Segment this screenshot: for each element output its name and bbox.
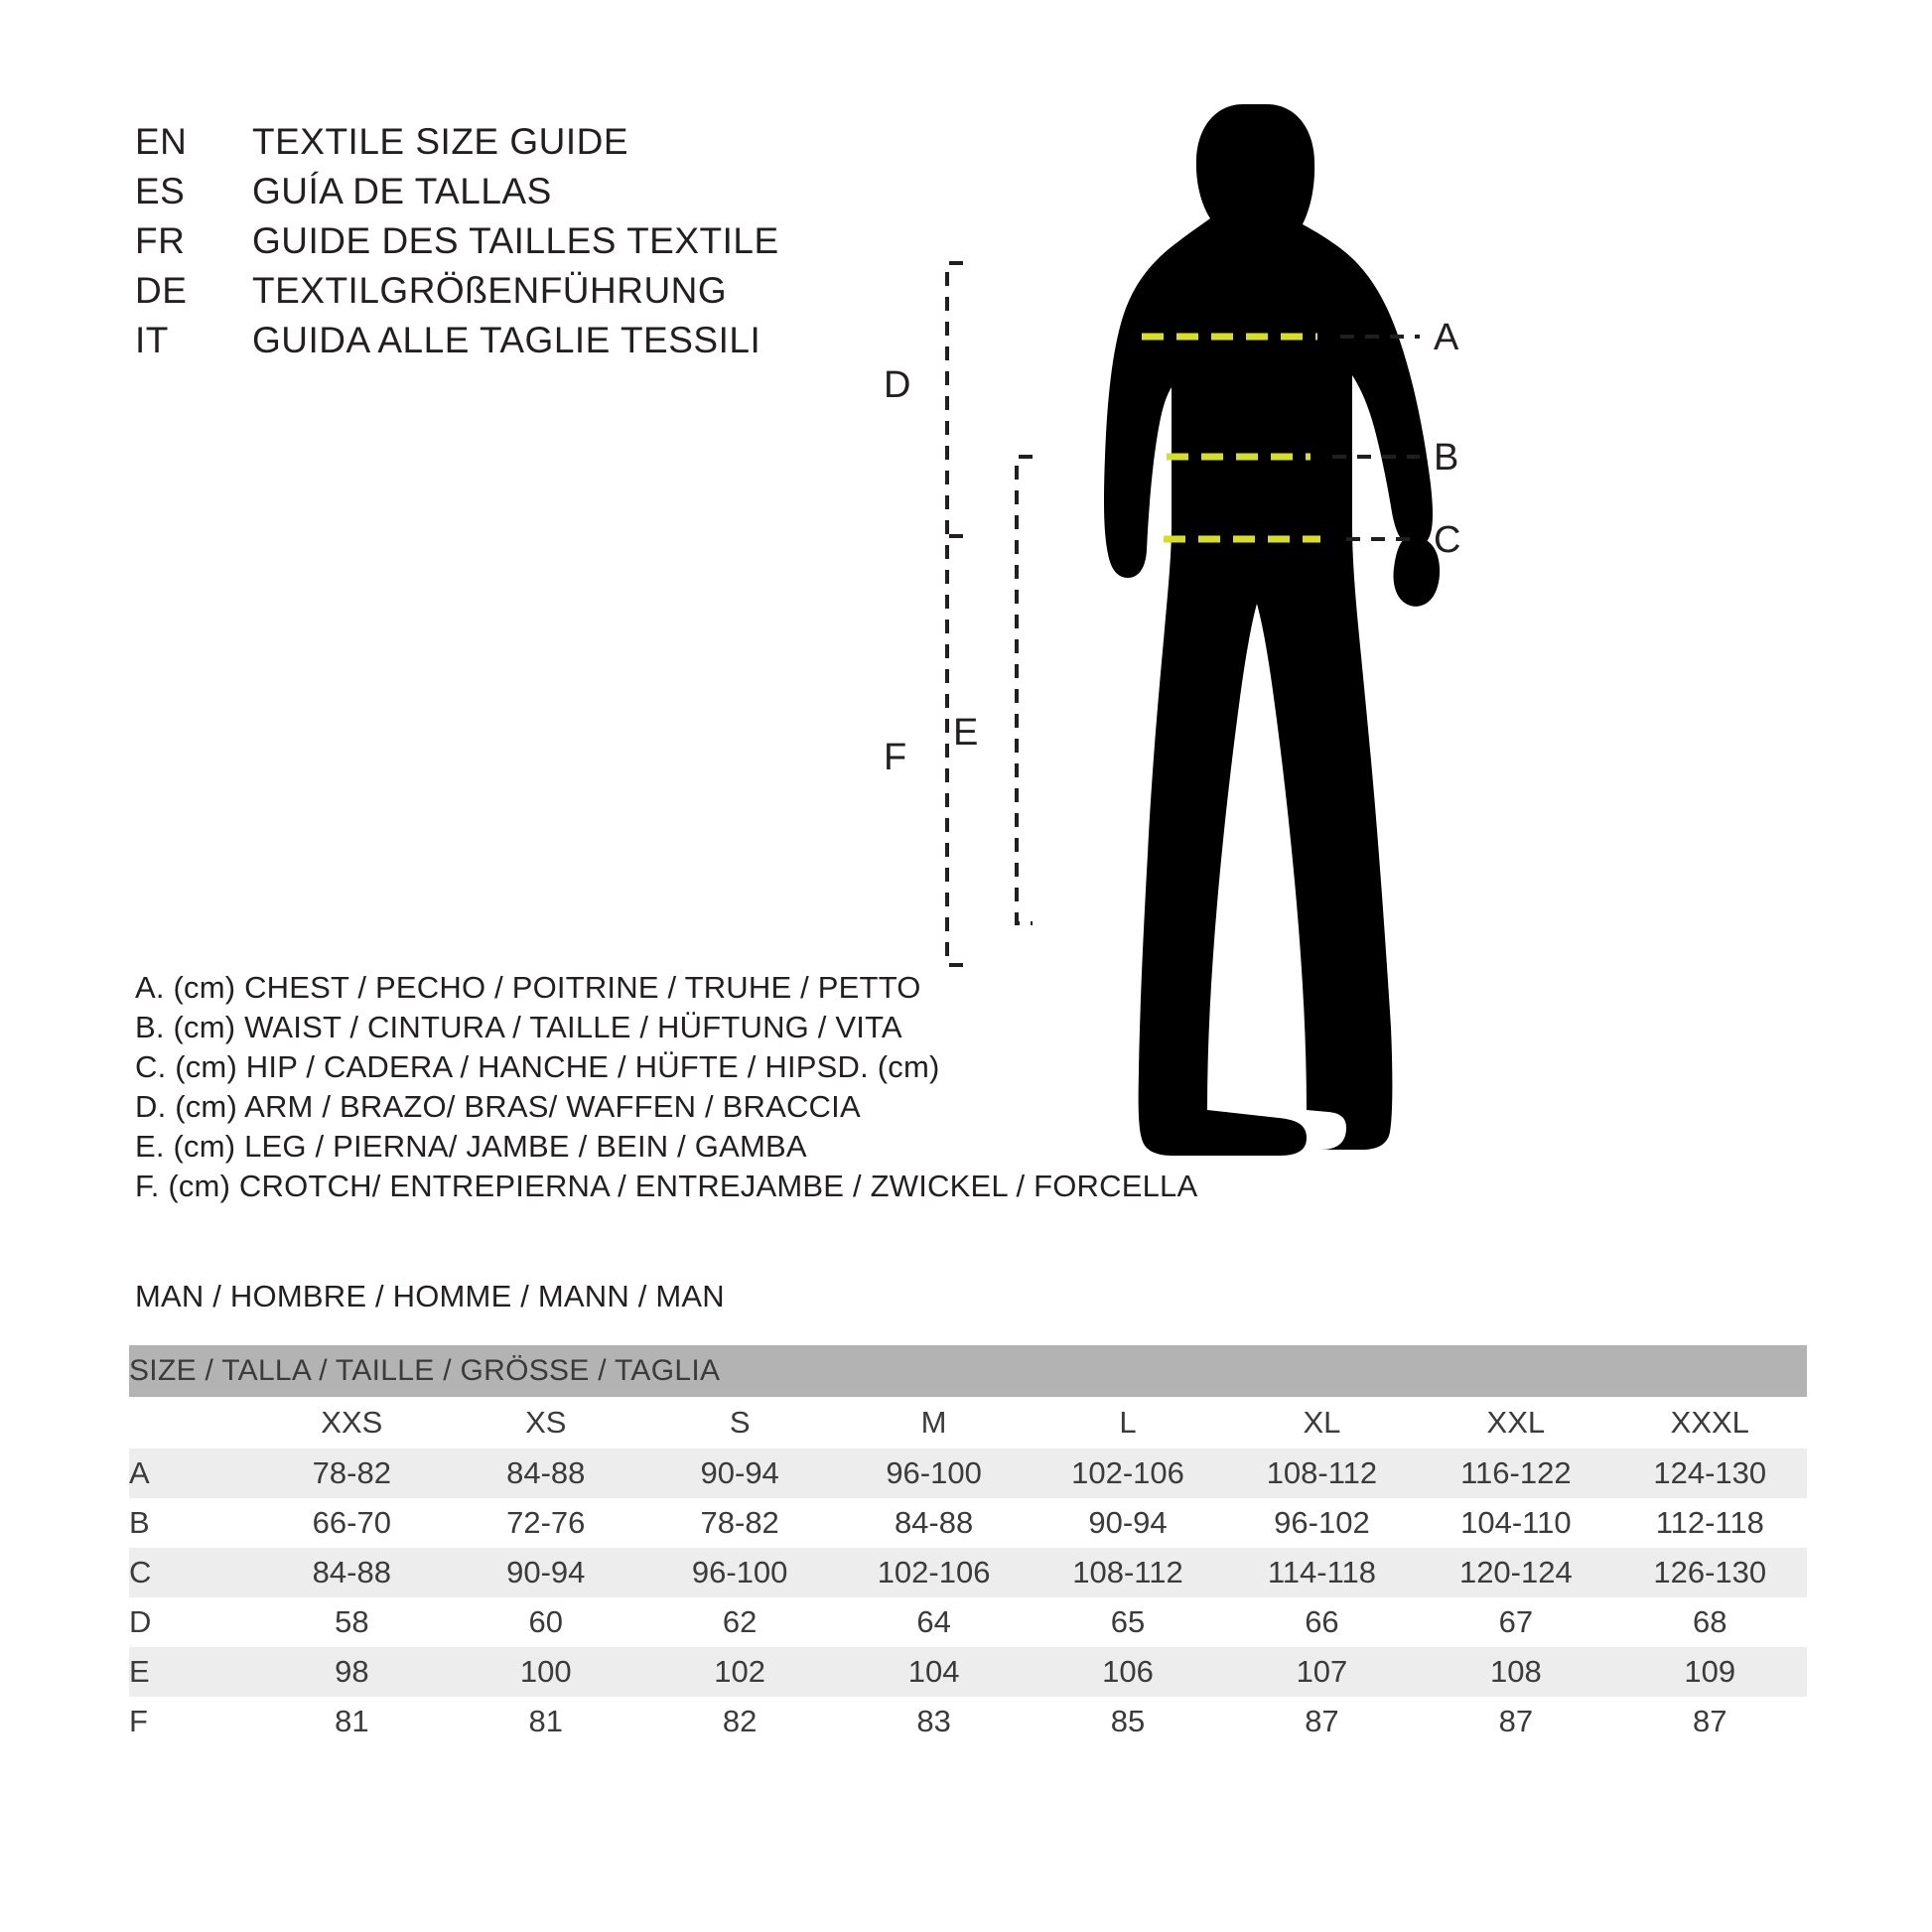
cell-b-m: 84-88 <box>837 1498 1031 1548</box>
table-row <box>129 1548 1807 1597</box>
row-key-b: B <box>129 1498 255 1548</box>
cell-c-l: 108-112 <box>1031 1548 1224 1597</box>
cell-c-xxxl: 126-130 <box>1613 1548 1807 1597</box>
cell-c-xxs: 84-88 <box>255 1548 449 1597</box>
cell-e-xl: 107 <box>1225 1647 1419 1697</box>
cell-d-s: 62 <box>642 1597 836 1647</box>
cell-b-xxxl: 112-118 <box>1613 1498 1807 1548</box>
cell-f-xxs: 81 <box>255 1697 449 1746</box>
title-text-en: TEXTILE SIZE GUIDE <box>252 121 629 162</box>
legend-item-f: F. (cm) CROTCH/ ENTREPIERNA / ENTREJAMBE / ZWICKEL / FORCELLA <box>135 1169 1198 1203</box>
table-header-label: SIZE / TALLA / TAILLE / GRÖSSE / TAGLIA <box>129 1345 1807 1397</box>
cell-f-xl: 87 <box>1225 1697 1419 1746</box>
size-col-m: M <box>837 1397 1031 1449</box>
cell-a-l: 102-106 <box>1031 1449 1224 1498</box>
cell-d-xxs: 58 <box>255 1597 449 1647</box>
cell-b-xs: 72-76 <box>449 1498 642 1548</box>
title-lang-fr: FR <box>135 220 186 261</box>
cell-d-l: 65 <box>1031 1597 1224 1647</box>
cell-f-xxl: 87 <box>1419 1697 1612 1746</box>
table-header-row <box>129 1345 1807 1397</box>
callout-label-b: B <box>1434 437 1459 479</box>
size-col-l: L <box>1031 1397 1224 1449</box>
title-row <box>135 266 779 316</box>
cell-f-m: 83 <box>837 1697 1031 1746</box>
row-key-d: D <box>129 1597 255 1647</box>
callout-label-a: A <box>1434 317 1459 358</box>
table-sizes-row <box>129 1397 1807 1449</box>
cell-d-xs: 60 <box>449 1597 642 1647</box>
size-table <box>129 1345 1807 1746</box>
cell-c-s: 96-100 <box>642 1548 836 1597</box>
title-row <box>135 117 779 167</box>
cell-b-l: 90-94 <box>1031 1498 1224 1548</box>
table-row <box>129 1449 1807 1498</box>
cell-a-xxl: 116-122 <box>1419 1449 1612 1498</box>
cell-a-s: 90-94 <box>642 1449 836 1498</box>
cell-d-m: 64 <box>837 1597 1031 1647</box>
table-row <box>129 1647 1807 1697</box>
size-col-xs: XS <box>449 1397 642 1449</box>
cell-d-xxxl: 68 <box>1613 1597 1807 1647</box>
size-col-xxs: XXS <box>255 1397 449 1449</box>
title-row <box>135 316 779 365</box>
man-silhouette-icon <box>1104 104 1440 1156</box>
cell-a-xl: 108-112 <box>1225 1449 1419 1498</box>
cell-a-xxs: 78-82 <box>255 1449 449 1498</box>
sizes-row-key <box>129 1397 255 1449</box>
cell-b-xl: 96-102 <box>1225 1498 1419 1548</box>
title-row <box>135 167 779 216</box>
bracket-e <box>1017 457 1033 923</box>
bracket-d <box>947 263 963 536</box>
title-text-it: GUIDA ALLE TAGLIE TESSILI <box>252 320 761 360</box>
cell-a-xxxl: 124-130 <box>1613 1449 1807 1498</box>
table-row <box>129 1697 1807 1746</box>
cell-e-s: 102 <box>642 1647 836 1697</box>
cell-b-xxs: 66-70 <box>255 1498 449 1548</box>
size-col-xxl: XXL <box>1419 1397 1612 1449</box>
title-text-fr: GUIDE DES TAILLES TEXTILE <box>252 220 779 261</box>
cell-a-xs: 84-88 <box>449 1449 642 1498</box>
cell-b-xxl: 104-110 <box>1419 1498 1612 1548</box>
cell-c-xxl: 120-124 <box>1419 1548 1612 1597</box>
title-lang-de: DE <box>135 270 188 311</box>
row-key-e: E <box>129 1647 255 1697</box>
cell-f-l: 85 <box>1031 1697 1224 1746</box>
bracket-label-f: F <box>884 737 907 778</box>
cell-e-m: 104 <box>837 1647 1031 1697</box>
cell-e-xxl: 108 <box>1419 1647 1612 1697</box>
legend-item-a: A. (cm) CHEST / PECHO / POITRINE / TRUHE / PETTO <box>135 970 921 1005</box>
cell-e-xs: 100 <box>449 1647 642 1697</box>
bracket-label-e: E <box>953 712 979 754</box>
cell-b-s: 78-82 <box>642 1498 836 1548</box>
cell-a-m: 96-100 <box>837 1449 1031 1498</box>
cell-e-xxxl: 109 <box>1613 1647 1807 1697</box>
legend-item-c: C. (cm) HIP / CADERA / HANCHE / HÜFTE / HIPSD. (cm) <box>135 1049 940 1084</box>
cell-e-xxs: 98 <box>255 1647 449 1697</box>
title-row <box>135 216 779 266</box>
row-key-f: F <box>129 1697 255 1746</box>
cell-c-xl: 114-118 <box>1225 1548 1419 1597</box>
cell-d-xl: 66 <box>1225 1597 1419 1647</box>
size-col-s: S <box>642 1397 836 1449</box>
cell-d-xxl: 67 <box>1419 1597 1612 1647</box>
gender-label: MAN / HOMBRE / HOMME / MANN / MAN <box>135 1279 725 1313</box>
title-lang-en: EN <box>135 121 188 162</box>
legend-item-b: B. (cm) WAIST / CINTURA / TAILLE / HÜFTUNG / VITA <box>135 1010 902 1044</box>
cell-f-s: 82 <box>642 1697 836 1746</box>
cell-c-xs: 90-94 <box>449 1548 642 1597</box>
cell-f-xs: 81 <box>449 1697 642 1746</box>
title-text-es: GUÍA DE TALLAS <box>252 171 552 211</box>
bracket-label-d: D <box>884 364 911 406</box>
cell-c-m: 102-106 <box>837 1548 1031 1597</box>
cell-e-l: 106 <box>1031 1647 1224 1697</box>
body-measurement-diagram <box>884 60 1886 1311</box>
title-block <box>135 117 779 365</box>
cell-f-xxxl: 87 <box>1613 1697 1807 1746</box>
table-row <box>129 1498 1807 1548</box>
callout-label-c: C <box>1434 519 1461 561</box>
row-key-a: A <box>129 1449 255 1498</box>
table-row <box>129 1597 1807 1647</box>
legend-item-e: E. (cm) LEG / PIERNA/ JAMBE / BEIN / GAMBA <box>135 1129 807 1164</box>
size-col-xl: XL <box>1225 1397 1419 1449</box>
legend-item-d: D. (cm) ARM / BRAZO/ BRAS/ WAFFEN / BRACCIA <box>135 1089 861 1124</box>
title-text-de: TEXTILGRÖßENFÜHRUNG <box>252 270 728 311</box>
title-lang-es: ES <box>135 171 186 211</box>
row-key-c: C <box>129 1548 255 1597</box>
size-col-xxxl: XXXL <box>1613 1397 1807 1449</box>
title-lang-it: IT <box>135 320 169 360</box>
